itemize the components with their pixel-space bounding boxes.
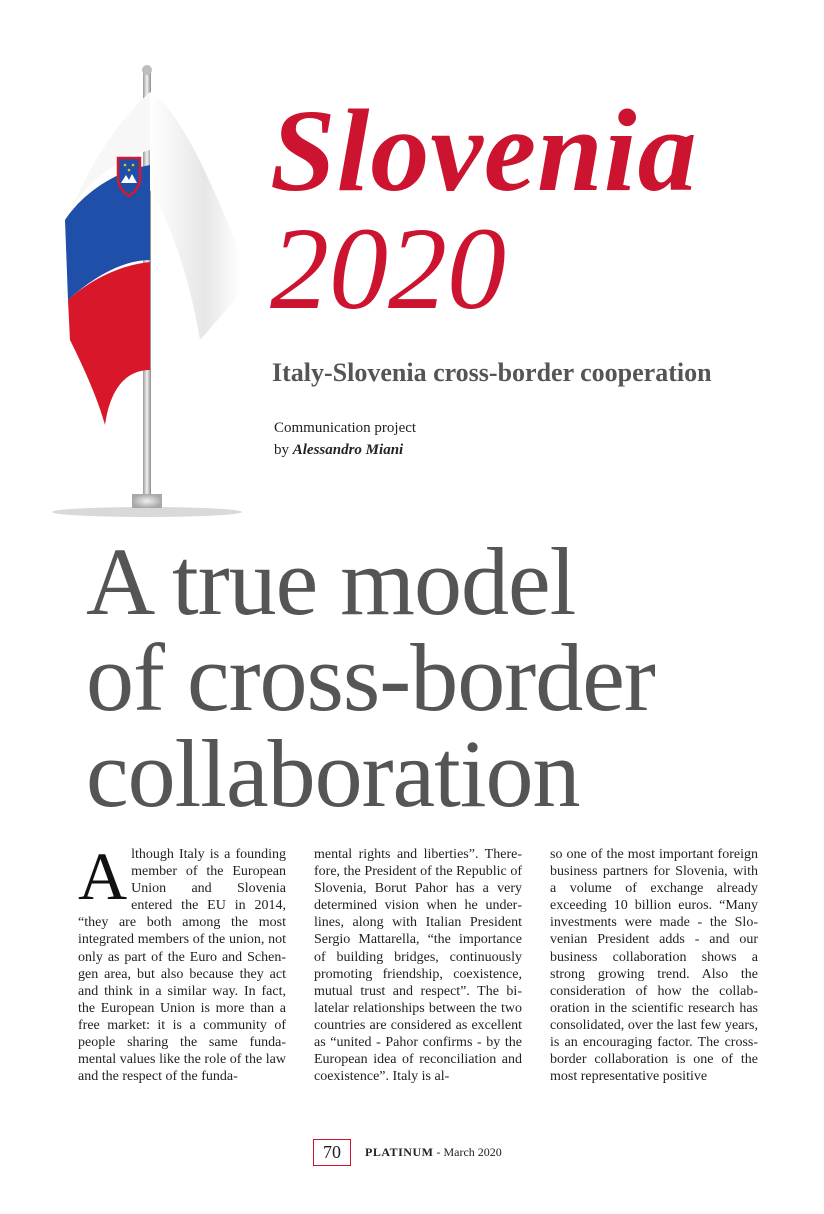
title-line-2: 2020 [270,203,506,334]
page-number: 70 [313,1139,351,1166]
article-body [78,838,760,1085]
footer-publication [365,1145,502,1160]
article-headline [86,528,806,827]
body-column-1-text: lthough Italy is a founding member of the European Union and Slovenia entered the EU in 2014, “they are both among the most integrated members of the union, not only as part of the Euro and Schengen area, but also because they act and think in a similar way. In fact, the European Union is more than a free market: it is a community of people sharing the same fundamental values like the role of the law and the respect of the funda- [78,847,286,1085]
drop-cap: A [78,838,128,914]
subtitle: Italy-Slovenia cross-border cooperation [272,358,712,387]
credit-block [274,418,416,462]
issue-date: - March 2020 [433,1145,502,1159]
author-name: Alessandro Miani [292,441,404,458]
slovenian-flag-icon [40,40,260,530]
headline-line-2: of cross-border [86,624,655,731]
credit-project: Communication project [274,420,417,436]
magazine-title [270,85,698,334]
title-line-1: Slovenia [270,85,698,216]
headline-line-3: collaboration [86,720,580,827]
page-footer [313,1139,502,1166]
body-column-1 [78,838,286,1085]
body-column-3: so one of the most important foreign business partners for Slovenia, with a volume of exchange already exceeding 10 billion euros. “Many investments were made - the Slovenian President adds - and our business collaboration shows a strong growing trend. Also the consideration of how the collaboration in the scientific research has consolidated, over the last few years, is an encouraging factor. The cross-border collaboration is one of the most representative positive [550,847,758,1085]
publication-name: PLATINUM [365,1145,434,1159]
body-column-2: mental rights and liberties”. Therefore, the President of the Republic of Slovenia, Borut Pahor has a very determined vision when he underlines, along with Italian President Sergio Mattarella, “the importance of building bridges, continuously promoting friendship, coexistence, mutual trust and respect”. The bilatelar relationships between the two countries are considered as excellent as “united - Pahor confirms - by the European idea of reconciliation and coexistence”. Italy is al- [314,847,522,1085]
credit-by: by [274,441,289,458]
credit-author-line [274,440,416,462]
headline-line-1: A true model [86,528,576,635]
